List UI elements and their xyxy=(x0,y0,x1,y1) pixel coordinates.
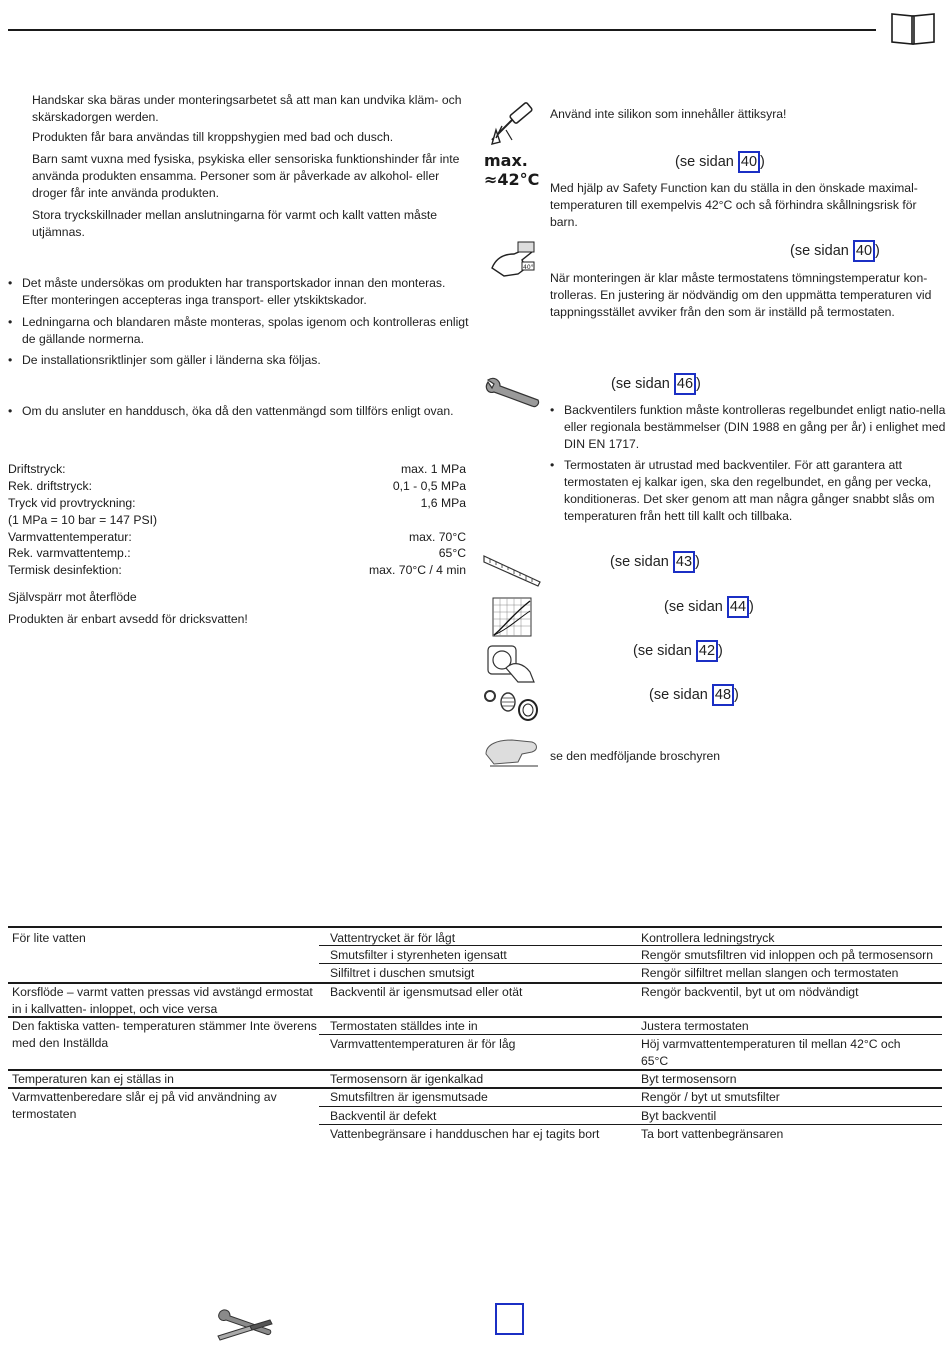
remedy-cell: Rengör smutsfiltren vid inloppen och på termosensorn xyxy=(641,948,933,962)
problem-cell: För lite vatten xyxy=(12,931,86,945)
spec-label: (1 MPa = 10 bar = 147 PSI) xyxy=(8,513,158,527)
safety-paragraph: Stora tryckskillnader mellan anslutningarna för varmt och kallt vatten måste utjämnas. xyxy=(32,208,438,239)
cause-cell: Backventil är defekt xyxy=(330,1109,437,1123)
check-temperature-text: När monteringen är klar måste termostatens tömningstemperatur kon-trolleras. En justering är nödvändig om den uppmätta temperaturen vid tappningsstället avviker från den som är inställd på termostaten. xyxy=(550,271,932,319)
page-reference: (se sidan 42 ) xyxy=(633,640,723,662)
ruler-icon xyxy=(482,552,542,588)
maintenance-bullet: • Termostaten är utrustad med backventiler. För att garantera att termostaten ej kalkar igen, ska den regelbundet, en gång per vecka, konditioneras. Det sker genom att man några gånger snabbt slås om temperaturen från hett till kallt och tillbaka. xyxy=(550,457,950,525)
page-link[interactable]: 48 xyxy=(712,684,734,706)
spec-value: max. 1 MPa xyxy=(400,462,466,476)
flow-diagram-icon xyxy=(492,597,532,637)
thermostat-adjust-icon xyxy=(484,642,538,684)
maintenance-bullet: • Backventilers funktion måste kontrolleras regelbundet enligt natio-nella eller regionala bestämmelser (DIN 1988 en gång per år) i enlighet med DIN EN 1717. xyxy=(550,402,950,453)
silicone-warning: Använd inte silikon som innehåller ättiksyra! xyxy=(550,107,787,121)
cause-cell: Vattenbegränsare i handduschen har ej tagits bort xyxy=(330,1127,600,1141)
brochure-note: se den medföljande broschyren xyxy=(550,749,721,763)
open-book-icon xyxy=(888,8,938,46)
remedy-cell: Kontrollera ledningstryck xyxy=(641,931,775,945)
tools-icon xyxy=(214,1306,274,1346)
cause-cell: Termosensorn är igenkalkad xyxy=(330,1072,484,1086)
spec-label: Termisk desinfektion: xyxy=(8,563,122,577)
page-reference: (se sidan 40 ) xyxy=(675,151,765,173)
cause-cell: Smutsfilter i styrenheten igensatt xyxy=(330,948,507,962)
shower-bullet: • Om du ansluter en handdusch, öka då den vattenmängd som tillförs enligt ovan. xyxy=(8,403,482,420)
spec-value: 65°C xyxy=(438,546,466,560)
spec-value: max. 70°C xyxy=(408,530,466,544)
header-rule xyxy=(8,29,876,31)
drinking-water-note: Produkten är enbart avsedd för dricksvatten! xyxy=(8,612,248,626)
spec-label: Varmvattentemperatur: xyxy=(8,530,132,544)
page-reference: (se sidan 44 ) xyxy=(664,596,754,618)
table-rule xyxy=(8,926,942,928)
hand-thermometer-icon xyxy=(488,238,540,280)
remedy-cell: Ta bort vattenbegränsaren xyxy=(641,1127,784,1141)
page-link[interactable]: 40 xyxy=(738,151,760,173)
page-link[interactable]: 40 xyxy=(853,240,875,262)
page-link[interactable]: 43 xyxy=(673,551,695,573)
page-link[interactable]: 46 xyxy=(674,373,696,395)
cause-cell: Backventil är igensmutsad eller otät xyxy=(330,985,523,999)
page-number-box xyxy=(495,1303,524,1335)
table-rule xyxy=(319,1106,942,1107)
silicone-gun-icon xyxy=(486,100,538,148)
spec-value: 1,6 MPa xyxy=(420,496,466,510)
cause-cell: Vattentrycket är för lågt xyxy=(330,931,456,945)
spec-label: Tryck vid provtryckning: xyxy=(8,496,136,510)
cleaning-hand-icon xyxy=(482,732,542,770)
spec-label: Rek. driftstryck: xyxy=(8,479,92,493)
install-bullet: • De installationsriktlinjer som gäller i länderna ska följas. xyxy=(8,352,474,369)
max-label: max. xyxy=(484,151,528,170)
page-link[interactable]: 42 xyxy=(696,640,718,662)
safety-paragraph: Produkten får bara användas till kroppshygien med bad och dusch. xyxy=(32,130,394,144)
spec-value: max. 70°C / 4 min xyxy=(369,563,466,577)
cause-cell: Silfiltret i duschen smutsigt xyxy=(330,966,475,980)
remedy-cell: Byt termosensorn xyxy=(641,1072,737,1086)
page-reference: (se sidan 48 ) xyxy=(649,684,739,706)
page-reference: (se sidan 46 ) xyxy=(611,373,701,395)
page-reference: (se sidan 40 ) xyxy=(790,240,880,262)
spec-value: 0,1 - 0,5 MPa xyxy=(392,479,466,493)
install-bullet: • Ledningarna och blandaren måste monteras, spolas igenom och kontrolleras enligt de gällande normerna. xyxy=(8,314,474,348)
cause-cell: Smutsfiltren är igensmutsade xyxy=(330,1090,488,1104)
remedy-cell: Justera termostaten xyxy=(641,1019,749,1033)
safety-function-text: Med hjälp av Safety Function kan du ställa in den önskade maximal-temperaturen till exempelvis 42°C och så förhindra skållningsrisk för barn. xyxy=(550,181,918,229)
page-reference: (se sidan 43 ) xyxy=(610,551,700,573)
remedy-cell: Rengör / byt ut smutsfilter xyxy=(641,1090,780,1104)
spec-label: Driftstryck: xyxy=(8,462,66,476)
temp-label: ≈42°C xyxy=(484,170,540,189)
cause-cell: Varmvattentemperaturen är för låg xyxy=(330,1037,516,1051)
cause-cell: Termostaten ställdes inte in xyxy=(330,1019,478,1033)
page-link[interactable]: 44 xyxy=(727,596,749,618)
remedy-cell: Höj varmvattentemperaturen til mellan 42°C och 65°C xyxy=(641,1037,901,1068)
remedy-cell: Rengör silfiltret mellan slangen och termostaten xyxy=(641,966,899,980)
problem-cell: Den faktiska vatten- temperaturen stämmer Inte överens med den Inställda xyxy=(12,1019,317,1050)
spare-parts-icon xyxy=(482,686,542,722)
problem-cell: Varmvattenberedare slår ej på vid användning av termostaten xyxy=(12,1090,277,1121)
safety-paragraph: Handskar ska bäras under monteringsarbetet så att man kan undvika kläm- och skärskadorgen werden. xyxy=(32,93,462,124)
problem-cell: Korsflöde – varmt vatten pressas vid avstängd ermostat in i kallvatten- inloppet, och vice versa xyxy=(12,985,313,1016)
spec-label: Rek. varmvattentemp.: xyxy=(8,546,131,560)
remedy-cell: Byt backventil xyxy=(641,1109,717,1123)
backflow-note: Självspärr mot återflöde xyxy=(8,590,137,604)
safety-paragraph: Barn samt vuxna med fysiska, psykiska eller sensoriska funktionshinder får inte använda produkten ensamma. Personer som är påverkade av alkohol- eller droger får inte använda produkten. xyxy=(32,152,460,200)
remedy-cell: Rengör backventil, byt ut om nödvändigt xyxy=(641,985,859,999)
wrench-icon xyxy=(482,374,542,410)
problem-cell: Temperaturen kan ej ställas in xyxy=(12,1072,174,1086)
install-bullet: • Det måste undersökas om produkten har transportskador innan den monteras. Efter monteringen accepteras inga transport- eller ytskiktskador. xyxy=(8,275,474,309)
svg-text:40°: 40° xyxy=(523,264,534,271)
